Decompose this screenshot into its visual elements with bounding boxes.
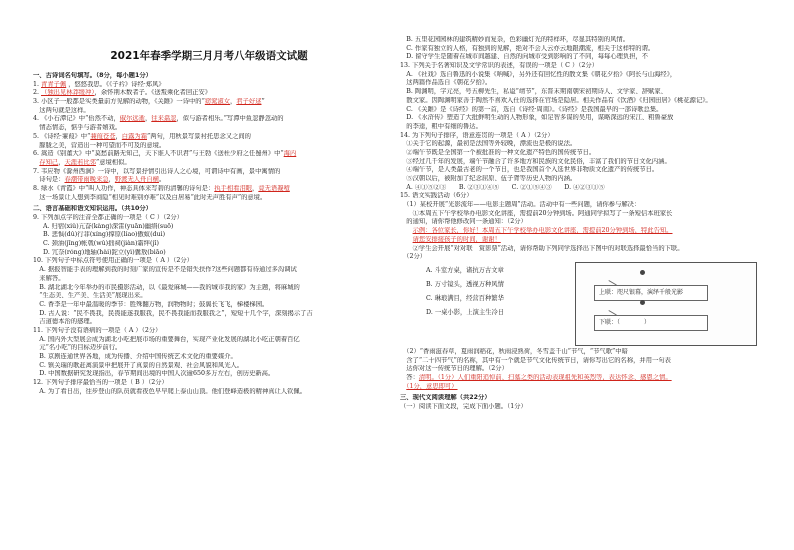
line-text: D. 中国数据研究发现指出，春节期间出境的中国人次逾650多万左右，创历史新高。 — [33, 370, 275, 378]
text-line — [33, 266, 385, 275]
text-line — [400, 79, 767, 88]
text-line — [400, 253, 767, 262]
couplet-option: C. 琳琅满目，经营百种繁华 — [426, 294, 504, 302]
upper-couplet: 上联：咫尺银幕，演绎千般光影 — [594, 285, 708, 301]
option-cell: B. 悲惧(dǔ) — [43, 231, 78, 239]
line-text: 8. 绿水《青霞》中“叫人功作，神态具体来写碧的清馨的诗句是： — [33, 184, 215, 192]
line-text: 2. — [33, 89, 42, 97]
answer-text: 白露为霜 — [121, 132, 147, 140]
text-line — [400, 236, 767, 245]
line-text: ， — [252, 184, 259, 192]
text-line — [400, 158, 767, 167]
line-text: 的李逵，粗中有细的鲁达。 — [400, 122, 482, 130]
option-cell: 囊敖(biāo) — [134, 248, 166, 256]
answer-text: 春潮带雨晚来急 — [64, 176, 109, 184]
line-text: A. 国内外大型展会成为湖北小吃把展市场的重要舞台，实现产业化发展的湖北小吃正朝着百亿 — [33, 335, 300, 343]
line-text: 朦胧之美，营造出一种可望而不可及的意境。 — [33, 141, 166, 149]
line-text: 的通知，请你帮他修改同一条通知：（2分） — [400, 218, 527, 226]
text-line — [33, 168, 385, 177]
text-line — [400, 184, 767, 193]
line-text: 6. 嵩造《别董大》中“莫愁前路无知己，天下谁人不识君”与王勃《送杜少府之任蜀州》中“ — [33, 150, 284, 158]
option-cell: 深雷(yuān) — [111, 222, 145, 230]
text-line — [400, 114, 767, 123]
text-line — [400, 192, 767, 201]
answer-text: 蒹葭苍苍 — [90, 132, 116, 140]
lower-couplet: 下联：（ ） — [594, 315, 708, 331]
answer-text: 示例：各位家长，你好！本周五下午学校举办电影文化讲座，需提前20分钟到场，特此告知。 — [412, 227, 673, 235]
answer-text: 竟无语凝噎 — [258, 184, 290, 192]
option-cell: 幽绢(suō) — [144, 222, 174, 230]
line-text: C. 《关雎》是《诗经》的第一首，选自《诗经·周南》。《诗经》是我国最早的一部诗歌总集。 — [400, 105, 663, 113]
line-text: 14. 为下列句子排序，语意连贯的一项是（ A ）（2分） — [400, 131, 554, 139]
line-text: D. 古人说：“民不畏我，民畏能遂我服我，民不畏我能而我服我之”，短短十几个字，深刻揭示了吉 — [33, 309, 313, 317]
option-cell: 亢奋(kàng) — [78, 222, 112, 230]
line-text: ，余怀荆木数者子。《送叛乘化者回正安》 — [94, 89, 212, 97]
answer-text: 执手相看泪眼 — [214, 184, 253, 192]
line-text: （2分） — [400, 253, 427, 261]
line-text: ， — [58, 158, 65, 166]
line-text: 4. 《小石潭记》中“佁然不动， — [33, 115, 120, 123]
line-text: 15. 语文实践活动（6分） — [400, 192, 473, 200]
text-line — [400, 71, 767, 80]
line-text: 来解答。 — [33, 274, 65, 282]
text-line — [400, 210, 767, 219]
text-line — [33, 344, 385, 353]
text-line — [400, 45, 767, 54]
section-heading — [33, 205, 385, 214]
line-text: 13. 下列关于名著知识及文学常识的表述，有误的一项是（ C ）（2分） — [400, 62, 599, 70]
answer-text: 窈窕淑女 — [204, 98, 230, 106]
line-text: 这两句就是这样。 — [33, 106, 90, 114]
couplet-option: B. 万寸镜头，透视万种风情 — [426, 280, 504, 288]
answer-text: 野渡无人舟自横 — [114, 176, 159, 184]
line-text: ②端午节既是全国第一个被批准的一种文化遗产特色的国传统节日。 — [400, 148, 596, 156]
text-line — [400, 166, 767, 175]
couplet-option: D. 一桌小影，上演主生冷日 — [426, 308, 505, 316]
line-text: 10. 下列句子中标点符号使用正确的一项是（ A ）（2分） — [33, 257, 193, 265]
text-line — [400, 132, 767, 141]
option-cell: C. 颈油(jīng) — [43, 240, 82, 248]
right-column — [400, 0, 767, 412]
line-text — [400, 236, 413, 243]
text-line — [400, 245, 767, 254]
line-text: ⑤汉朝以后，被附加了纪念屈原、伍子胥等历史人物的内涵。 — [400, 175, 577, 182]
line-text: 3. 小区子一般都是实类量前方见解的动物，《关雎》一诗中的“ — [33, 98, 205, 106]
line-text: ”意境相似。 — [95, 158, 131, 166]
answer-text: 往来翕忽 — [151, 115, 177, 123]
text-line — [33, 89, 385, 98]
answer-text: （独出见林莽缓冲） — [41, 89, 95, 97]
couplet-question — [400, 262, 767, 348]
line-text: 5. 《诗经·蒹葭》中“ — [33, 132, 91, 140]
text-line — [33, 142, 385, 151]
answer-text: 清明。（1分）人们重阳追悼前、扫墓之类的活动表现祖先和英烈等，表达怀念、感恩之情。 — [418, 373, 672, 381]
text-line — [33, 301, 385, 310]
text-line — [33, 275, 385, 284]
text-line — [400, 383, 767, 392]
answer-text: 存知己 — [39, 158, 59, 166]
line-text: D. 留守学生是随着在城市间越建、自然的向城市受到影响的了不同，每每心理负担，不 — [400, 53, 649, 61]
text-line — [33, 115, 385, 124]
answer-text: 请您安排接孩子的时间，谢谢！ — [412, 235, 501, 243]
text-line — [400, 227, 767, 236]
line-text: 。 — [158, 176, 166, 184]
line-text: 情态情态，惦乎与游者嬉戏。 — [33, 124, 122, 132]
option-cell: A. 归宿(xiǔ) — [43, 222, 79, 230]
text-line — [33, 336, 385, 345]
text-line — [33, 150, 385, 159]
line-text: 一、古诗词名句填写。（8分，每小题1分） — [33, 72, 152, 79]
line-text: （一）阅读下面文段，完成下面小题。（1分） — [400, 403, 527, 410]
line-text: ， — [144, 115, 152, 123]
option-cell: 拙祠(jiàn) — [108, 240, 138, 248]
line-text: 12. 下列句子排序最恰当的一项是（ B ）（2分） — [33, 379, 168, 387]
line-text: ①关于它的起源，最初是法国等外较晚，漂流也是极的说法。 — [400, 140, 577, 148]
line-text: 吉道德本治的感理。 — [33, 318, 96, 326]
answer-text: 君子好逑 — [236, 98, 262, 106]
text-line — [400, 374, 767, 383]
text-line — [33, 81, 385, 90]
line-text: ，悠悠我思。《《子衿》诗经·郑风》 — [66, 80, 165, 88]
line-text: A. 为了看日出，往步登山的队员就看夜色早早爬上泰山山顶。他们登峰造极的精神真让人钦佩。 — [33, 387, 307, 395]
text-line — [33, 194, 385, 203]
text-line — [33, 310, 385, 319]
text-line — [400, 357, 767, 366]
text-line — [33, 159, 385, 168]
left-column — [33, 0, 385, 396]
line-text: B. 五里花园园林的建筑精妙而复杂，色彩幽灯光的特样环，尽显其特别的风情。 — [400, 36, 630, 43]
text-line — [33, 370, 385, 379]
line-text: 二、语言基础和语文知识运用。（共10分） — [33, 205, 152, 213]
couplet-option: A. 斗室方桌，诸抗万古文章 — [426, 266, 504, 274]
line-text — [400, 227, 413, 234]
line-text: 散文家。因陶渊明家善于陶然不喜欢入仕的选择在官场是隐居。相关作品有《饮酒》《归园田居》《桃花源记》。 — [400, 96, 712, 104]
option-cell: 霜绊(jǐ) — [137, 240, 159, 248]
line-text: ，似与游者相乐。”写潭中鱼忽静忽动的 — [176, 115, 284, 123]
hanging-nail-icon — [640, 270, 645, 275]
text-line — [400, 62, 767, 71]
line-text: C. 作家有独立的人格，有独到的见解，绝对不会人云亦云地跟潮流，相关于这样特的谓。 — [400, 44, 655, 52]
line-text: ③经过几千年的发展，端午节融合了许多地方和民族的文化民俗，丰富了我们的节日文化内涵。 — [400, 157, 671, 165]
text-line — [33, 327, 385, 336]
answer-text: 俶尔远逝 — [119, 115, 145, 123]
line-text: A. 据报智能手表的理解到我的时刻广家的宣传是不是错失扶作?这些问题都有待通过多沟调试 — [33, 266, 297, 274]
option-row — [43, 240, 385, 249]
line-text: ， — [108, 176, 115, 184]
text-line — [400, 365, 767, 374]
text-line — [33, 214, 385, 223]
text-line — [400, 53, 767, 62]
option-row — [43, 249, 385, 258]
text-line — [33, 379, 385, 388]
option-row — [43, 231, 385, 240]
answer-text: 海内 — [283, 150, 297, 158]
line-text: A. ④①⑤②③ B. ②③①④⑤ C. ②①⑤④③ D. ④②③①⑤ — [400, 183, 605, 191]
line-text: ， — [115, 132, 122, 140]
line-text: 这两篇作品选自《朝花夕拾》。 — [400, 79, 492, 87]
option-cell: 帐戟(wǔ) — [81, 240, 109, 248]
couplet-picture — [575, 262, 757, 346]
option-row — [43, 223, 385, 232]
text-line — [400, 140, 767, 149]
text-line — [33, 318, 385, 327]
text-line — [33, 362, 385, 371]
text-line — [400, 97, 767, 106]
section-heading — [400, 394, 767, 403]
line-text: ④端午节，是人类最古老的一个节日，也是我国首个入选世界非物质文化遗产的传统节日。 — [400, 166, 659, 174]
line-text: 11. 下列句子没有语病的一项是（ A ）（2分） — [33, 326, 162, 334]
text-line — [33, 133, 385, 142]
text-line — [400, 201, 767, 210]
text-line — [400, 88, 767, 97]
text-line — [400, 106, 767, 115]
hanging-nail-icon — [640, 300, 645, 305]
text-line — [400, 123, 767, 132]
option-cell: 跎立(yì) — [111, 248, 135, 256]
text-line — [33, 284, 385, 293]
text-line — [33, 388, 385, 397]
line-text: ” — [261, 98, 265, 106]
line-text: （1）某校开展“光影流年——电影主题周”活动。活动中有一些问题，请你参与解决： — [400, 201, 641, 209]
text-line — [33, 185, 385, 194]
line-text: B. 陶渊明，字元亮，号五柳先生，私谥“靖节”，东晋末期南朝宋初期诗人、文学家、辞赋家、 — [400, 88, 667, 96]
line-text: 答： — [400, 373, 419, 381]
text-line — [33, 292, 385, 301]
line-text: C. 镇关瑞的歌赶离演景申把展开了真景的自然景观、社会风貌和风光人。 — [33, 361, 244, 369]
line-text: 达你对这一传统节日的理解。（2分） — [400, 365, 508, 373]
text-line — [33, 107, 385, 116]
text-line — [400, 36, 767, 45]
text-line — [33, 98, 385, 107]
line-text: ， — [230, 98, 237, 106]
text-line — [400, 218, 767, 227]
line-text: 9. 下列加点字的注音全都正确的一项是（ C ）（2分） — [33, 214, 183, 221]
line-text: A. 《社戏》选自鲁迅的小说集《呐喊》，另外还有回忆性的散文集《朝花夕拾》《阿长与山海经》， — [400, 70, 677, 78]
page-title: 2021年春季学期三月月考八年级语文试题 — [110, 50, 308, 62]
line-text: 三、现代文阅读理解（共22分） — [400, 394, 491, 402]
line-text: 元“名小吃”的目标迈步前行。 — [33, 344, 122, 352]
option-cell: 撑原(líao) — [108, 231, 138, 239]
option-cell: 傲蚁(duì) — [137, 231, 166, 239]
text-line — [400, 149, 767, 158]
line-text: 7. 韦应物《滁州西涧》一诗中，以写景抒情引出诗人之心境，可谓诗中有画，景中寓情的 — [33, 167, 281, 175]
text-line — [33, 353, 385, 362]
text-line — [400, 175, 767, 184]
answer-text: 青青子佩 — [41, 80, 67, 88]
answer-text: 天涯若比邻 — [64, 158, 96, 166]
line-text: 1. — [33, 80, 42, 88]
line-text: “生态美、生产美、生活美”展现出来。 — [33, 292, 147, 300]
text-line — [33, 124, 385, 133]
line-text: ②学生会开展“对对联 赏影票”活动，请你帮助下列同学选择出下图中的对联选择最恰当的下联。 — [400, 244, 684, 252]
text-line — [33, 176, 385, 185]
right-lines — [400, 36, 767, 412]
text-line — [400, 348, 767, 357]
option-cell: 行菲(xíng) — [77, 231, 109, 239]
couplet-options — [426, 264, 576, 320]
line-text: 诗句是： — [33, 176, 65, 184]
left-lines — [33, 72, 385, 396]
line-text: ①本周五下午学校举办电影文化讲座，需提前20分钟到场。阿通同学拟写了一条短信本班家长 — [400, 209, 673, 217]
line-text: D. 《水浒传》塑造了大批鲜明生动的人物形象，如足智多谋的吴用，谋略深远的宋江、粗鲁豪放 — [400, 114, 674, 122]
line-text: ”两句，用秋景写景衬托思念又之间的 — [146, 132, 251, 140]
line-text: 这一场景让人想到李商隐“相见时难别亦难”以及白居易“此时无声胜有声”的意境。 — [33, 193, 267, 201]
line-text: C. 香李是一年中最温暖的季节：胜殊翻万物，润物物时；鼓翼长飞飞，梯楼梯园。 — [33, 300, 269, 308]
line-text: 含了“二十四节气”的名称，其中有一个就是节气文化传统节日，请你写出它的名称，并用一句表 — [400, 356, 671, 364]
answer-text: （1分，意思即可） — [406, 382, 458, 390]
text-line — [400, 403, 767, 412]
line-text: B. 湖北湖北今年举办的市民摄影活动，以《最爱麻城——我的城市我的家》为主题，将麻城的 — [33, 283, 300, 291]
option-cell: 地轴(hài) — [84, 248, 112, 256]
option-cell: D. 冗奈(róng) — [43, 248, 85, 256]
line-text: B. 京剧连通世界各地，成为传播、介绍中国传统艺术文化的重要媒介。 — [33, 353, 237, 360]
text-line — [33, 257, 385, 266]
line-text: （2）“香雨滋春草，夏雨润稻花，秋雨浸熟荷，冬雪盖千山”节气，“节气歌”中暗 — [400, 347, 628, 355]
section-heading — [33, 72, 385, 81]
